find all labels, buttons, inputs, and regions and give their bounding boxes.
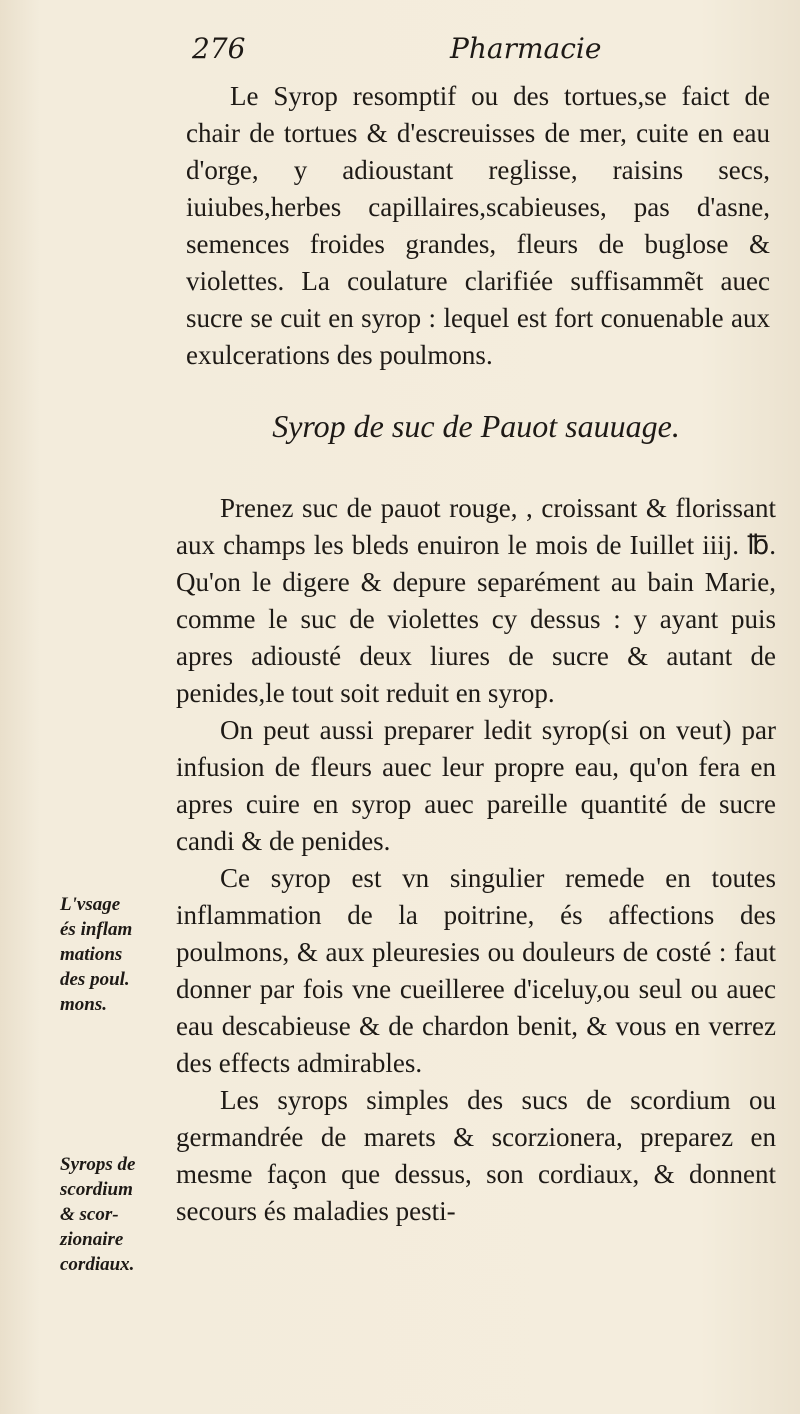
running-head: Pharmacie: [450, 32, 602, 65]
page-number: 276: [192, 32, 246, 65]
paragraph: Les syrops simples des sucs de scordium ou germandrée de marets & scorzionera, preparez en mesme façon que dessus, son cordiaux, & donnent secours és maladies pesti-: [176, 1085, 776, 1226]
page-header: [192, 32, 752, 72]
margin-note-line: mons.: [60, 994, 107, 1015]
margin-note-line: zionaire: [60, 1229, 124, 1250]
margin-note-syrops: [60, 1152, 172, 1277]
margin-note-line: L'vsage: [60, 894, 121, 915]
margin-note-line: Syrops de: [60, 1154, 136, 1175]
section-heading: Syrop de suc de Pauot sauuage.: [272, 408, 680, 444]
margin-note-line: cordiaux.: [60, 1254, 135, 1275]
body-text-main: [176, 490, 776, 1230]
margin-note-line: mations: [60, 944, 123, 965]
paragraph: Ce syrop est vn singulier remede en toutes inflammation de la poitrine, és affections des poulmons, & aux pleuresies ou douleurs de costé : faut donner par fois vne cueilleree d'iceluy,ou seul ou auec eau descabieuse & de chardon benit, & vous en verrez des effects admirables.: [176, 863, 776, 1078]
margin-note-line: & scor-: [60, 1204, 119, 1225]
body-text-top: [186, 78, 770, 374]
paragraph: On peut aussi preparer ledit syrop(si on veut) par infusion de fleurs auec leur propre eau, qu'on fera en apres cuire en syrop auec pareille quantité de sucre candi & de penides.: [176, 715, 776, 856]
paragraph-syrop-resomptif: Le Syrop resomptif ou des tortues,se faict de chair de tortues & d'escreuisses de mer, cuite en eau d'orge, y adioustant reglisse, raisins secs, iuiubes,herbes capillaires,scabieuses, pas d'asne, semences froides grandes, fleurs de buglose & violettes. La coulature clarifiée suffisammẽt auec sucre se cuit en syrop : lequel est fort conuenable aux exulcerations des poulmons.: [186, 81, 770, 370]
paragraph: Prenez suc de pauot rouge, , croissant & florissant aux champs les bleds enuiron le mois de Iuillet iiij. ℔. Qu'on le digere & depure separément au bain Marie, comme le suc de violettes cy dessus : y ayant puis apres adiousté deux liures de sucre & autant de penides,le tout soit reduit en syrop.: [176, 493, 776, 708]
margin-note-line: des poul.: [60, 969, 130, 990]
margin-note-line: scordium: [60, 1179, 133, 1200]
margin-note-line: és inflam: [60, 919, 133, 940]
margin-note-usage: [60, 892, 172, 1017]
